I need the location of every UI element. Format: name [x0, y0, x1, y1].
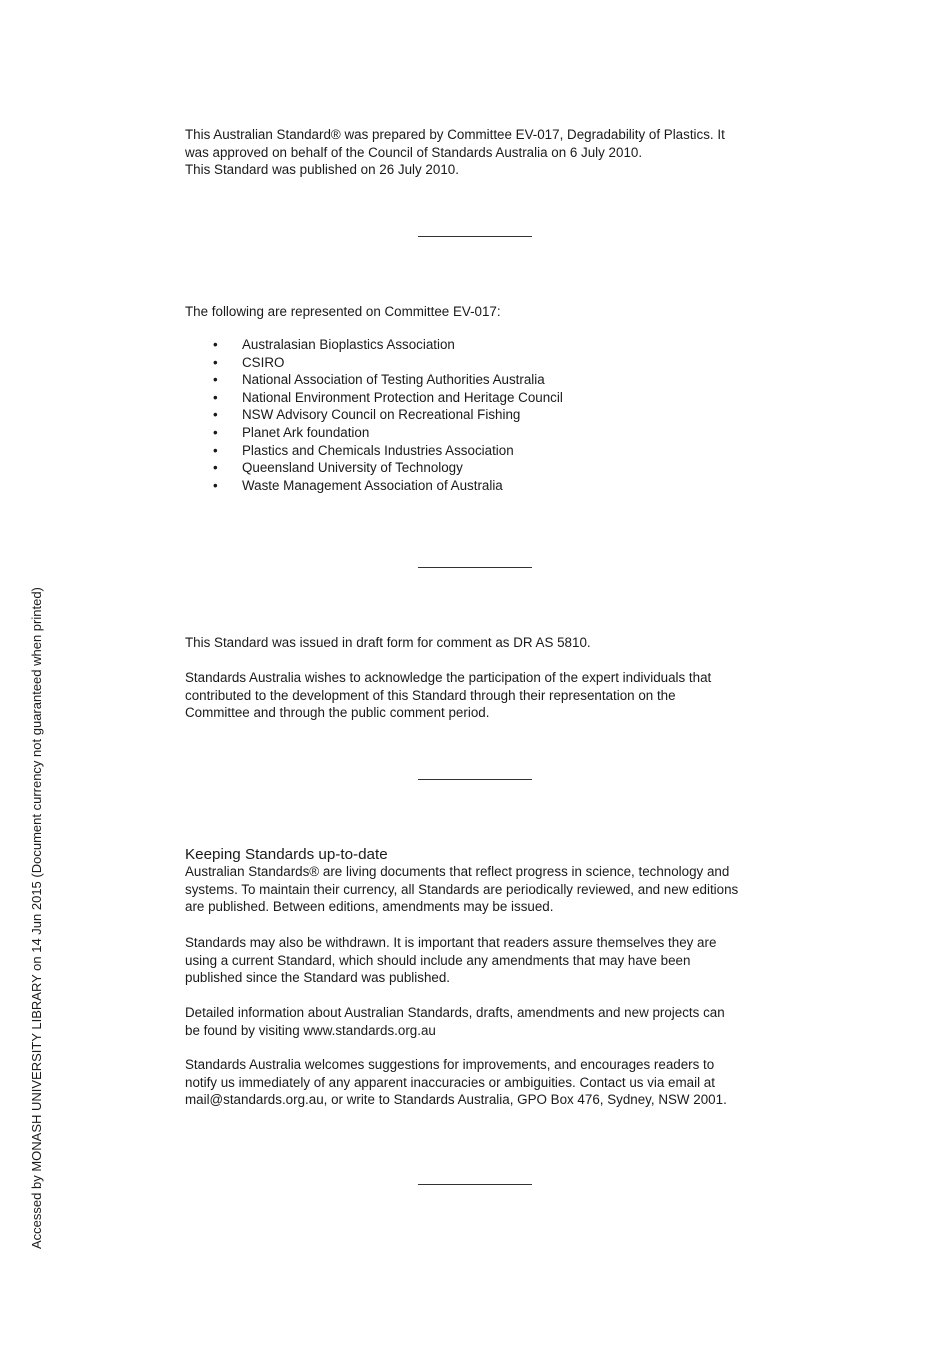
- section-divider: [418, 567, 532, 568]
- preparation-line: This Standard was published on 26 July 2010.: [185, 162, 459, 178]
- committee-intro: The following are represented on Committee EV-017:: [185, 304, 501, 319]
- preparation-line: This Australian Standard® was prepared by Committee EV-017, Degradability of Plastics. It: [185, 127, 725, 142]
- paragraph-line: mail@standards.org.au, or write to Standards Australia, GPO Box 476, Sydney, NSW 2001.: [185, 1092, 727, 1108]
- paragraph-line: using a current Standard, which should include any amendments that may have been: [185, 952, 691, 968]
- committee-member: • National Environment Protection and Heritage Council: [185, 389, 745, 407]
- committee-member: • NSW Advisory Council on Recreational Fishing: [185, 406, 745, 424]
- committee-member: • Waste Management Association of Australia: [185, 477, 745, 495]
- preparation-statement: [185, 126, 775, 179]
- paragraph-line: Standards may also be withdrawn. It is important that readers assure themselves they are: [185, 935, 717, 950]
- committee-member: • Australasian Bioplastics Association: [185, 336, 745, 354]
- paragraph-line: be found by visiting www.standards.org.au: [185, 1022, 436, 1038]
- committee-member: • CSIRO: [185, 354, 745, 372]
- section-divider: [418, 1184, 532, 1185]
- acknowledgement-line: contributed to the development of this Standard through their representation on the: [185, 687, 676, 703]
- committee-member: • Plastics and Chemicals Industries Association: [185, 442, 745, 460]
- paragraph-line: systems. To maintain their currency, all Standards are periodically reviewed, and new editions: [185, 881, 739, 897]
- access-watermark-note: Accessed by MONASH UNIVERSITY LIBRARY on 14 Jun 2015 (Document currency not guaranteed when printed): [29, 587, 44, 1249]
- paragraph-line: published since the Standard was published.: [185, 970, 451, 986]
- committee-member: • National Association of Testing Authorities Australia: [185, 371, 745, 389]
- uptodate-paragraph-2: [185, 934, 775, 987]
- section-divider: [418, 779, 532, 780]
- uptodate-paragraph-3: [185, 1004, 775, 1039]
- acknowledgement-line: Committee and through the public comment period.: [185, 705, 490, 721]
- paragraph-line: are published. Between editions, amendments may be issued.: [185, 899, 554, 915]
- paragraph-line: Detailed information about Australian Standards, drafts, amendments and new projects can: [185, 1005, 725, 1020]
- acknowledgement: [185, 669, 775, 722]
- draft-issued-statement: This Standard was issued in draft form for comment as DR AS 5810.: [185, 635, 591, 650]
- committee-member: • Planet Ark foundation: [185, 424, 745, 442]
- section-divider: [418, 236, 532, 237]
- paragraph-line: Standards Australia welcomes suggestions for improvements, and encourages readers to: [185, 1057, 715, 1072]
- committee-member-list: [185, 336, 745, 494]
- preparation-line: was approved on behalf of the Council of Standards Australia on 6 July 2010.: [185, 144, 643, 160]
- paragraph-line: notify us immediately of any apparent inaccuracies or ambiguities. Contact us via email at: [185, 1074, 715, 1090]
- uptodate-paragraph-1: [185, 863, 775, 916]
- acknowledgement-line: Standards Australia wishes to acknowledge the participation of the expert individuals that: [185, 670, 712, 685]
- committee-member: • Queensland University of Technology: [185, 459, 745, 477]
- uptodate-paragraph-4: [185, 1056, 775, 1109]
- section-heading: Keeping Standards up-to-date: [185, 846, 388, 863]
- paragraph-line: Australian Standards® are living documents that reflect progress in science, technology and: [185, 864, 730, 879]
